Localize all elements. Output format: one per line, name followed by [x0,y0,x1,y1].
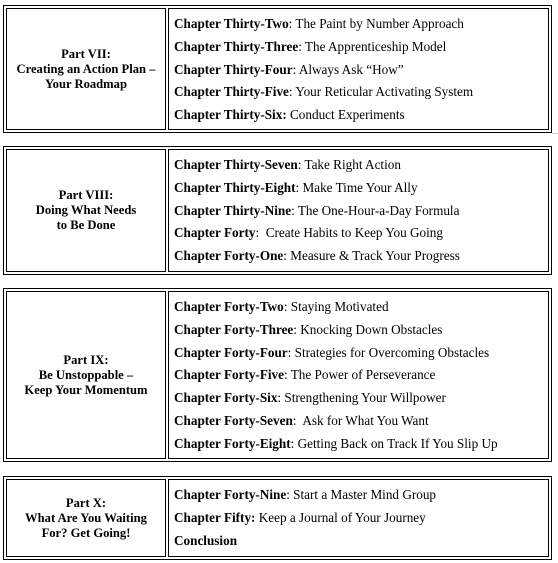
chapter-title: Getting Back on Track If You Slip Up [297,435,498,451]
chapter-list [168,8,549,130]
part-title-line: What Are You Waiting [25,510,147,525]
chapter-list [168,291,549,459]
chapter-entry [174,530,542,553]
chapter-entry [174,222,542,245]
chapter-entry [174,59,542,82]
chapter-entry [174,342,542,365]
chapter-separator: : [288,16,296,31]
chapter-entry [174,319,542,342]
chapter-label: Chapter Forty-Six [174,390,278,406]
part-title-line: Creating an Action Plan – [16,61,156,76]
chapter-entry [174,245,542,268]
chapter-label: Chapter Thirty-Nine [174,202,292,218]
chapter-entry [174,296,542,319]
chapter-label: Chapter Thirty-Two [174,16,289,31]
chapter-entry [174,81,542,104]
chapter-entry [174,200,542,223]
chapter-title: Always Ask “How” [298,61,404,77]
chapter-separator: : [283,299,291,314]
chapter-title: Knocking Down Obstacles [300,321,443,337]
chapter-separator: : [284,367,291,383]
part-viii-table [3,146,552,275]
chapter-label: Chapter Forty-Three [174,321,294,337]
chapter-separator: : [283,248,291,264]
chapter-label: Chapter Forty-Eight [174,435,291,451]
part-title-cell [6,479,166,557]
part-number: Part X: [65,495,107,510]
chapter-entry [174,410,542,433]
chapter-separator: : [288,84,296,100]
chapter-label: Chapter Thirty-Five [174,84,289,100]
chapter-separator: : [297,157,305,172]
chapter-title: The Paint by Number Approach [295,16,464,31]
chapter-label: Chapter Thirty-Seven [174,157,298,172]
chapter-label: Chapter Forty-Four [174,344,288,360]
chapter-label: Chapter Forty-Seven [174,412,293,428]
chapter-title: The One-Hour-a-Day Formula [297,202,460,218]
chapter-separator: : [295,179,303,195]
chapter-separator: : [291,202,298,218]
chapter-label: Chapter Thirty-Three [174,38,299,54]
chapter-title: Strengthening Your Willpower [284,390,446,406]
part-title-line: to Be Done [56,218,116,232]
chapter-separator: : [293,321,301,337]
page-edge-rule [552,133,558,134]
chapter-entry [174,484,542,507]
chapter-title: Make Time Your Ally [302,179,418,195]
chapter-separator: : [287,344,295,360]
chapter-label: Conclusion [174,532,238,548]
part-number: Part IX: [63,352,109,367]
chapter-separator: : [290,435,298,451]
chapter-separator: : [277,390,285,406]
chapter-title: Take Right Action [304,157,401,172]
chapter-title: Staying Motivated [290,299,389,314]
chapter-title: Your Reticular Activating System [295,84,474,100]
chapter-entry [174,364,542,387]
chapter-title: Measure & Track Your Progress [290,248,460,264]
chapter-title: Start a Master Mind Group [293,487,437,502]
chapter-entry [174,36,542,59]
part-title-line: Doing What Needs [35,203,137,217]
part-title-line: For? Get Going! [41,525,131,540]
chapter-entry [174,507,542,530]
chapter-label: Chapter Forty-Two [174,299,284,314]
chapter-entry [174,387,542,410]
chapter-label: Chapter Fifty: [174,509,256,525]
chapter-label: Chapter Forty-Five [174,367,284,383]
chapter-title: Strategies for Overcoming Obstacles [294,344,490,360]
chapter-title: Keep a Journal of Your Journey [258,509,426,525]
part-title-cell [6,8,166,130]
chapter-entry [174,177,542,200]
chapter-label: Chapter Thirty-Four [174,61,293,77]
part-title-cell [6,149,166,272]
chapter-entry [174,154,542,177]
chapter-title: The Apprenticeship Model [304,38,447,54]
chapter-entry [174,13,542,36]
chapter-separator: : [298,38,305,54]
chapter-label: Chapter Forty-One [174,248,284,264]
part-title-line: Keep Your Momentum [24,382,148,397]
chapter-title: Ask for What You Want [302,412,429,428]
chapter-separator: : [255,225,266,241]
chapter-separator: : [292,412,303,428]
part-number: Part VIII: [58,188,114,202]
chapter-list [168,149,549,272]
chapter-label: Chapter Thirty-Eight [174,179,296,195]
chapter-title: The Power of Perseverance [290,367,436,383]
chapter-separator: : [292,61,299,77]
part-title-line: Be Unstoppable – [38,367,134,382]
chapter-label: Chapter Forty [174,225,256,241]
chapter-list [168,479,549,557]
chapter-label: Chapter Forty-Nine [174,487,287,502]
chapter-title: Conduct Experiments [290,107,405,123]
part-x-table [3,476,552,560]
chapter-entry [174,104,542,127]
part-vii-table [3,5,552,133]
chapter-label: Chapter Thirty-Six: [174,107,287,123]
part-number: Part VII: [61,46,111,61]
part-ix-table [3,288,552,462]
part-title-cell [6,291,166,459]
chapter-separator: : [286,487,294,502]
chapter-title: Create Habits to Keep You Going [265,225,443,241]
part-title-line: Your Roadmap [44,76,127,91]
chapter-entry [174,433,542,456]
